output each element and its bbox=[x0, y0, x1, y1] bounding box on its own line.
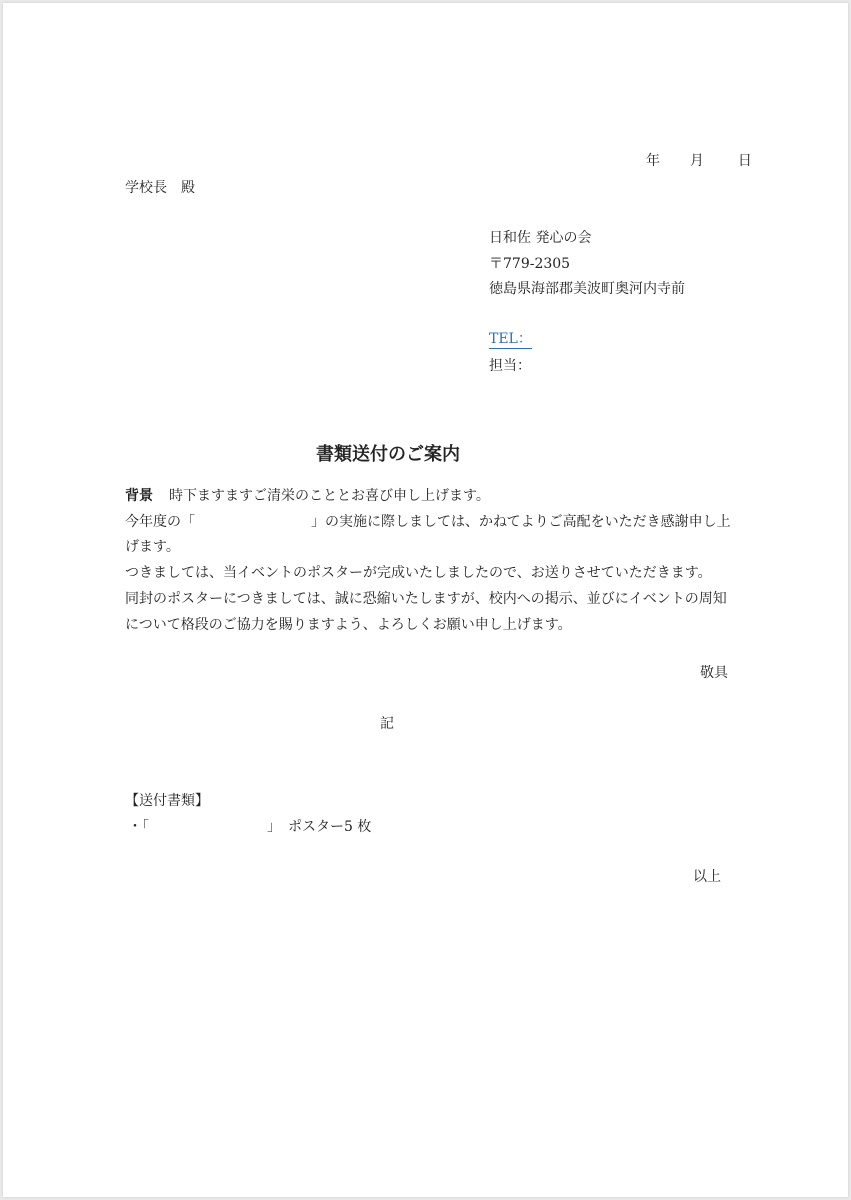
greeting-text: 時下ますますご清栄のこととお喜び申し上げます。 bbox=[169, 488, 490, 504]
enclosure-item-suffix: 」 ポスター5 枚 bbox=[267, 819, 372, 835]
date-month: 月 bbox=[689, 153, 705, 169]
sender-address: 徳島県海部郡美波町奥河内寺前 bbox=[489, 281, 685, 297]
enclosure-header: 【送付書類】 bbox=[125, 793, 209, 809]
paragraph-3: 同封のポスターにつきましては、誠に恐縮いたしますが、校内への掲示、並びにイベントの周知について格段のご協力を賜りますよう、よろしくお願い申し上げます。 bbox=[125, 590, 727, 633]
end-ijou: 以上 bbox=[693, 869, 721, 885]
greeting-paragraph bbox=[125, 484, 731, 510]
sender-contact: 担当： bbox=[489, 358, 531, 374]
enclosure-item bbox=[128, 817, 371, 837]
paragraph-2: つきましては、当イベントのポスターが完成いたしましたので、お送りさせていただきます。 bbox=[125, 565, 712, 582]
sender-org: 日和佐 発心の会 bbox=[489, 230, 592, 246]
paragraph-1-start: 今年度の「 bbox=[125, 513, 195, 530]
date-day: 日 bbox=[737, 153, 753, 169]
letter-body bbox=[125, 484, 731, 638]
closing-keigu: 敬具 bbox=[700, 665, 728, 681]
date-year: 年 bbox=[646, 153, 661, 169]
paragraph-1 bbox=[125, 510, 731, 561]
paragraph-1-end: 」の実施に際しましては、かねてよりご高配をいただき感謝申し上げます。 bbox=[125, 513, 731, 556]
document-title: 書類送付のご案内 bbox=[316, 444, 460, 465]
sender-tel-link[interactable]: TEL： bbox=[489, 331, 532, 347]
sender-postal: 〒779-2305 bbox=[489, 256, 571, 272]
ki-mark: 記 bbox=[380, 716, 394, 732]
opening-word: 背景 bbox=[125, 488, 153, 504]
date-line bbox=[646, 151, 753, 171]
recipient: 学校長 殿 bbox=[125, 180, 195, 196]
enclosure-item-prefix: ・「 bbox=[128, 819, 149, 835]
document-page bbox=[3, 3, 848, 1197]
